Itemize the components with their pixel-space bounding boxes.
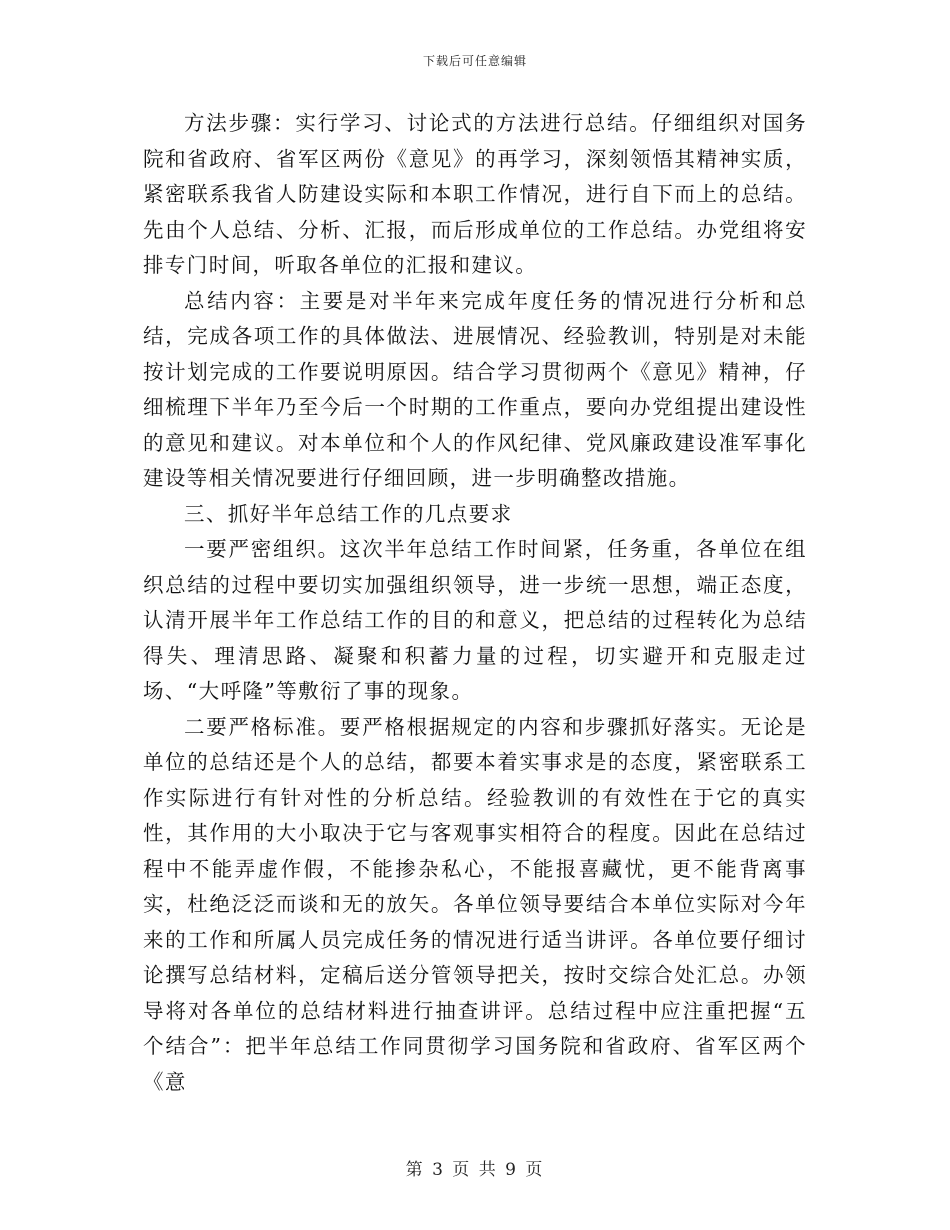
- paragraph-method-steps: 方法步骤：实行学习、讨论式的方法进行总结。仔细组织对国务院和省政府、省军区两份《意见》的再学习，深刻领悟其精神实质，紧密联系我省人防建设实际和本职工作情况，进行自下而上的总结。先由个人总结、分析、汇报，而后形成单位的工作总结。办党组将安排专门时间，听取各单位的汇报和建议。: [143, 111, 807, 277]
- header-note: 下载后可任意编辑: [422, 54, 527, 68]
- paragraph-summary-content: 总结内容：主要是对半年来完成年度任务的情况进行分析和总结，完成各项工作的具体做法、进展情况、经验教训，特别是对未能按计划完成的工作要说明原因。结合学习贯彻两个《意见》精神，仔细梳理下半年乃至今后一个时期的工作重点，要向办党组提出建设性的意见和建议。对本单位和个人的作风纪律、党风廉政建设准军事化建设等相关情况要进行仔细回顾，进一步明确整改措施。: [143, 288, 807, 490]
- paragraph-strict-organization: 一要严密组织。这次半年总结工作时间紧，任务重，各单位在组织总结的过程中要切实加强组织领导，进一步统一思想，端正态度，认清开展半年工作总结工作的目的和意义，把总结的过程转化为总结得失、理清思路、凝聚和积蓄力量的过程，切实避开和克服走过场、“大呼隆”等敷衍了事的现象。: [143, 537, 807, 703]
- document-body: [143, 106, 807, 1100]
- page-number: 第 3 页 共 9 页: [405, 1160, 545, 1180]
- paragraph-strict-standards: 二要严格标准。要严格根据规定的内容和步骤抓好落实。无论是单位的总结还是个人的总结，都要本着实事求是的态度，紧密联系工作实际进行有针对性的分析总结。经验教训的有效性在于它的真实性，其作用的大小取决于它与客观事实相符合的程度。因此在总结过程中不能弄虚作假，不能掺杂私心，不能报喜藏忧，更不能背离事实，杜绝泛泛而谈和无的放矢。各单位领导要结合本单位实际对今年来的工作和所属人员完成任务的情况进行适当讲评。各单位要仔细讨论撰写总结材料，定稿后送分管领导把关，按时交综合处汇总。办领导将对各单位的总结材料进行抽查讲评。总结过程中应注重把握“五个结合”：把半年总结工作同贯彻学习国务院和省政府、省军区两个《意: [143, 714, 807, 1094]
- section-heading-requirements: 三、抓好半年总结工作的几点要求: [184, 501, 513, 526]
